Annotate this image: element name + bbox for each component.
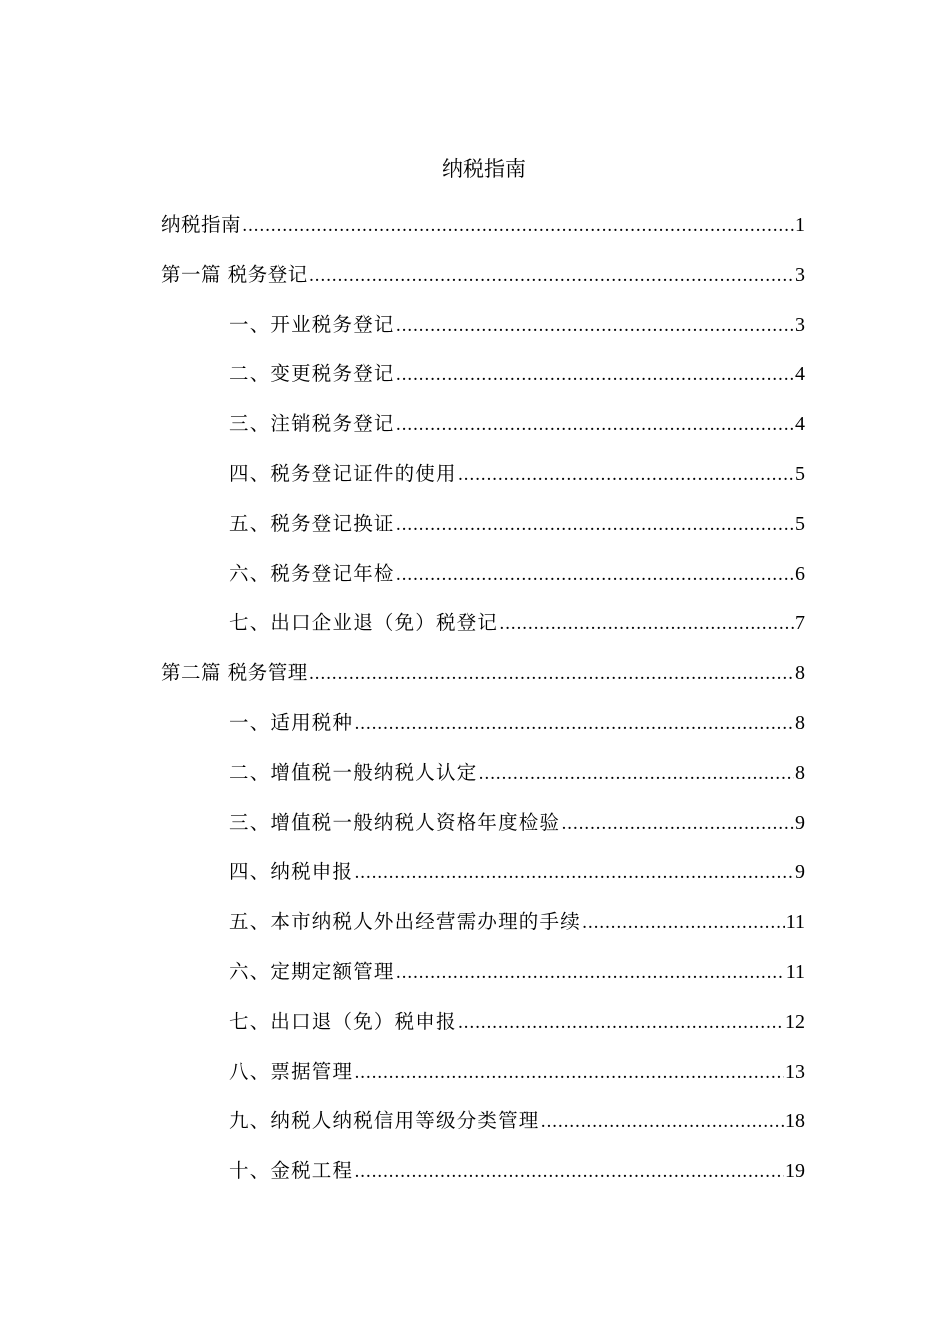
dot-leader <box>396 401 794 451</box>
toc-entry-label: 七、出口退（免）税申报 <box>229 1009 457 1033</box>
toc-entry-page: 1 <box>795 214 805 236</box>
toc-entry-page: 11 <box>785 960 805 983</box>
toc-entry[interactable] <box>161 250 805 300</box>
toc-entry[interactable] <box>161 349 805 399</box>
dot-leader <box>354 849 794 899</box>
toc-entry-page: 8 <box>795 761 805 784</box>
toc-entry-label: 第二篇 税务管理 <box>161 661 308 685</box>
toc-entry-page: 12 <box>785 1010 805 1033</box>
toc-entry[interactable] <box>161 847 805 897</box>
dot-leader <box>499 600 794 650</box>
toc-entry-label: 第一篇 税务登记 <box>161 262 308 286</box>
toc-entry-label: 四、纳税申报 <box>229 860 354 884</box>
toc-entry-label: 五、税务登记换证 <box>229 511 395 535</box>
toc-entry[interactable] <box>161 1047 805 1097</box>
toc-entry[interactable] <box>161 698 805 748</box>
dot-leader <box>354 1148 784 1198</box>
toc-entry-page: 9 <box>795 811 805 834</box>
toc-entry-page: 8 <box>795 662 805 685</box>
toc-entry-page: 13 <box>785 1060 805 1083</box>
toc-entry-label: 三、注销税务登记 <box>229 412 395 436</box>
toc-entry-label: 三、增值税一般纳税人资格年度检验 <box>229 810 561 834</box>
toc-entry-label: 九、纳税人纳税信用等级分类管理 <box>229 1109 540 1133</box>
toc-entry-label: 一、开业税务登记 <box>229 312 395 336</box>
toc-entry-page: 5 <box>795 462 805 485</box>
toc-entry-label: 二、增值税一般纳税人认定 <box>229 760 478 784</box>
toc-entry-page: 3 <box>795 263 805 286</box>
toc-entry[interactable] <box>161 648 805 698</box>
toc-entry[interactable] <box>161 499 805 549</box>
toc-entry-label: 四、税务登记证件的使用 <box>229 461 457 485</box>
toc-entry[interactable] <box>161 449 805 499</box>
toc-entry-page: 18 <box>785 1110 805 1133</box>
dot-leader <box>354 700 794 750</box>
dot-leader <box>396 551 794 601</box>
toc-entry-page: 9 <box>795 861 805 884</box>
toc-entry-page: 19 <box>785 1160 805 1183</box>
dot-leader <box>458 451 794 501</box>
toc-entry[interactable] <box>161 947 805 997</box>
dot-leader <box>396 302 794 352</box>
toc-entry[interactable] <box>161 399 805 449</box>
dot-leader <box>396 351 794 401</box>
toc-entry-label: 二、变更税务登记 <box>229 362 395 386</box>
toc-entry[interactable] <box>161 1146 805 1196</box>
dot-leader <box>541 1098 784 1148</box>
dot-leader <box>309 650 794 700</box>
toc-entry[interactable] <box>161 300 805 350</box>
toc-entry-label: 一、适用税种 <box>229 710 354 734</box>
dot-leader <box>242 202 794 252</box>
toc-entry-page: 7 <box>795 612 805 635</box>
dot-leader <box>458 999 784 1049</box>
toc-entry[interactable] <box>161 748 805 798</box>
toc-entry-label: 七、出口企业退（免）税登记 <box>229 611 499 635</box>
toc-entry-page: 4 <box>795 363 805 386</box>
toc-entry-label: 十、金税工程 <box>229 1159 354 1183</box>
dot-leader <box>478 750 794 800</box>
dot-leader <box>309 252 794 302</box>
dot-leader <box>354 1049 784 1099</box>
toc-entry[interactable] <box>161 549 805 599</box>
dot-leader <box>582 899 785 949</box>
toc-entry-page: 5 <box>795 512 805 535</box>
dot-leader <box>396 949 785 999</box>
toc-entry-page: 6 <box>795 562 805 585</box>
dot-leader <box>396 501 794 551</box>
toc-entry-page: 3 <box>795 313 805 336</box>
toc-entry-label: 纳税指南 <box>161 213 242 236</box>
table-of-contents <box>161 200 805 1196</box>
toc-entry[interactable] <box>161 598 805 648</box>
toc-entry-label: 八、票据管理 <box>229 1059 354 1083</box>
toc-entry-page: 11 <box>785 911 805 934</box>
toc-entry-label: 六、税务登记年检 <box>229 561 395 585</box>
toc-entry[interactable] <box>161 798 805 848</box>
toc-entry[interactable] <box>161 897 805 947</box>
toc-entry-page: 8 <box>795 711 805 734</box>
toc-entry[interactable] <box>161 997 805 1047</box>
toc-entry-page: 4 <box>795 413 805 436</box>
toc-entry[interactable] <box>161 1096 805 1146</box>
toc-entry[interactable] <box>161 200 805 250</box>
toc-entry-label: 五、本市纳税人外出经营需办理的手续 <box>229 910 581 934</box>
toc-entry-label: 六、定期定额管理 <box>229 959 395 983</box>
dot-leader <box>561 800 794 850</box>
document-title: 纳税指南 <box>442 157 526 181</box>
